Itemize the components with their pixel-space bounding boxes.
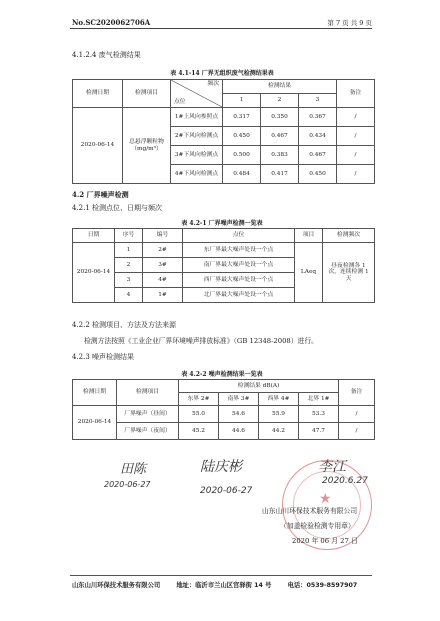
cell-item: LAeq (295, 243, 323, 303)
table-header-row (73, 229, 375, 243)
header-date: 日期 (73, 229, 115, 243)
cell-value: 53.3 (299, 406, 339, 423)
cell-value: 44.2 (259, 423, 299, 440)
table-4-2-1 (72, 228, 375, 303)
header-date: 检测日期 (73, 80, 123, 108)
signature-date-2: 2020-06-27 (200, 486, 253, 496)
cell-value: 0.500 (223, 146, 261, 165)
cell-note: / (337, 165, 375, 184)
section-422-title: 4.2.2 检测项目、方法及方法来源 (72, 321, 177, 329)
cell-value: 44.6 (219, 423, 259, 440)
cell-note: / (337, 146, 375, 165)
cell-value: 0.434 (299, 127, 337, 146)
cell-seq: 2 (115, 258, 143, 273)
cell-note: / (339, 423, 375, 440)
cell-frequency: 昼夜检测各 1 次，连续检测 1 天 (323, 243, 375, 303)
header-run-3: 3 (299, 94, 337, 108)
cell-value: 0.317 (223, 108, 261, 127)
cell-seq: 4 (115, 288, 143, 303)
cell-seq: 1 (115, 243, 143, 258)
header-item: 检测项目 (117, 380, 179, 406)
header-east: 东界 2# (179, 393, 219, 406)
cell-value: 0.450 (299, 165, 337, 184)
signature-2: 陆庆彬 (200, 459, 242, 475)
footer-address: 地址：临沂市兰山区官驿街 14 号 (176, 582, 272, 589)
header-results: 检测结果 (223, 80, 337, 94)
header-date: 检测日期 (73, 380, 117, 406)
signature-1: 田陈 (120, 462, 147, 477)
cell-note: / (337, 108, 375, 127)
footer (72, 580, 372, 589)
header-run-2: 2 (261, 94, 299, 108)
signature-3: 李江 (318, 459, 346, 475)
header-results: 检测结果 dB(A) (179, 380, 339, 393)
cell-value: 55.9 (259, 406, 299, 423)
header-frequency: 检测频次 (323, 229, 375, 243)
cell-value: 0.350 (261, 108, 299, 127)
cell-point: 1#上风向参照点 (171, 108, 223, 127)
stamp-company: 山东山川环保技术服务有限公司 (262, 507, 358, 515)
header-diagonal-cell (171, 80, 223, 108)
cell-date: 2020-06-14 (73, 406, 117, 440)
cell-point: 东厂界最大噪声处设一个点 (183, 243, 295, 258)
cell-value: 54.6 (219, 406, 259, 423)
signature-date-1: 2020-06-27 (104, 480, 151, 489)
header-note: 备注 (339, 380, 375, 406)
header-north: 北界 1# (299, 393, 339, 406)
table-4-2-2-caption: 表 4.2-2 噪声检测结果一览表 (181, 371, 263, 378)
section-423-title: 4.2.3 噪声检测结果 (72, 353, 135, 361)
table-row (73, 243, 375, 258)
cell-code: 1# (143, 288, 183, 303)
table-header-row (73, 80, 375, 94)
header-item: 检测项目 (123, 80, 171, 108)
cell-code: 4# (143, 273, 183, 288)
section-42-title: 4.2 厂界噪声检测 (72, 190, 129, 199)
header-south: 南界 3# (219, 393, 259, 406)
cell-date: 2020-06-14 (73, 108, 123, 184)
stamp-date: 2020 年 06 月 27 日 (292, 537, 358, 545)
cell-value: 45.2 (179, 423, 219, 440)
cell-value: 55.0 (179, 406, 219, 423)
table-4-1-14-caption: 表 4.1-14 厂界无组织废气检测结果表 (170, 70, 274, 77)
footer-divider (70, 575, 372, 576)
cell-value: 0.484 (223, 165, 261, 184)
footer-phone: 电话：0539-8597907 (287, 582, 358, 589)
header-item: 项目 (295, 229, 323, 243)
cell-note: / (339, 406, 375, 423)
header-west: 西界 4# (259, 393, 299, 406)
document-number: No.SC2020062706A (72, 18, 151, 27)
cell-point: 西厂界最大噪声处设一个点 (183, 273, 295, 288)
header-divider (70, 28, 372, 29)
cell-note: / (337, 127, 375, 146)
cell-value: 0.450 (223, 127, 261, 146)
table-4-2-2 (72, 379, 375, 440)
cell-item: 总悬浮颗粒物（mg/m³） (123, 108, 171, 184)
section-4124-title: 4.1.2.4 废气检测结果 (72, 51, 141, 59)
cell-point: 4#下风向检测点 (171, 165, 223, 184)
cell-code: 2# (143, 243, 183, 258)
section-421-title: 4.2.1 检测点位、日期与频次 (72, 204, 163, 212)
cell-value: 0.417 (261, 165, 299, 184)
header-frequency: 频次 (207, 81, 219, 87)
star-icon: ★ (319, 491, 332, 507)
signature-date-3: 2020.6.27 (322, 476, 368, 486)
cell-point: 2#下风向检测点 (171, 127, 223, 146)
cell-item: 厂界噪声（昼间） (117, 406, 179, 423)
header-seq: 序号 (115, 229, 143, 243)
footer-company: 山东山川环保技术服务有限公司 (72, 582, 161, 589)
header-code: 编号 (143, 229, 183, 243)
header-point: 点位 (174, 99, 186, 106)
section-422-text: 检测方法按照《工业企业厂界环境噪声排放标准》（GB 12348-2008）进行。 (84, 337, 318, 345)
header-point: 点位 (183, 229, 295, 243)
cell-value: 0.467 (299, 146, 337, 165)
cell-point: 3#下风向检测点 (171, 146, 223, 165)
table-row (73, 108, 375, 127)
table-row (73, 406, 375, 423)
cell-point: 北厂界最大噪声处设一个点 (183, 288, 295, 303)
cell-point: 南厂界最大噪声处设一个点 (183, 258, 295, 273)
cell-date: 2020-06-14 (73, 243, 115, 303)
cell-code: 3# (143, 258, 183, 273)
stamp-purpose: （加盖检验检测专用章） (280, 522, 355, 530)
header-run-1: 1 (223, 94, 261, 108)
cell-item: 厂界噪声（夜间） (117, 423, 179, 440)
table-4-2-1-caption: 表 4.2-1 厂界噪声检测一览表 (181, 220, 263, 227)
cell-value: 0.467 (261, 127, 299, 146)
table-4-1-14 (72, 79, 375, 184)
cell-value: 47.7 (299, 423, 339, 440)
page-number: 第 7 页 共 9 页 (327, 19, 372, 27)
cell-value: 0.383 (261, 146, 299, 165)
cell-seq: 3 (115, 273, 143, 288)
table-header-row (73, 380, 375, 393)
table-row (73, 423, 375, 440)
cell-value: 0.367 (299, 108, 337, 127)
header-note: 备注 (337, 80, 375, 108)
